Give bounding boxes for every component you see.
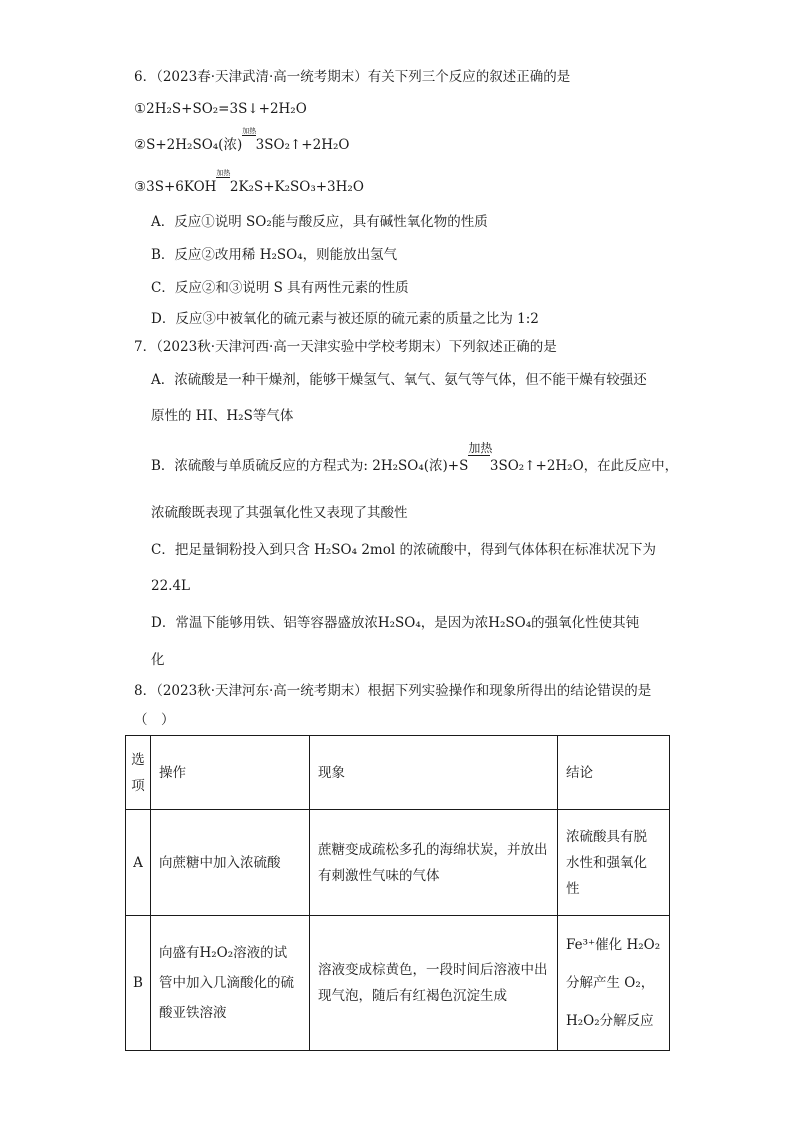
header-operation: 操作: [151, 736, 310, 810]
reaction-3: [134, 169, 364, 196]
reaction-reactants: S+2H₂SO₄(浓): [146, 137, 243, 153]
reaction-arrow: [216, 169, 231, 196]
row-option: A: [126, 810, 151, 916]
reaction-label: ③: [134, 179, 147, 195]
header-phenomenon: 现象: [310, 736, 558, 810]
question-number: 6: [134, 69, 143, 85]
reaction-reactants: 3S+6KOH: [146, 179, 217, 195]
question-text: ．（2023春·天津武清·高一统考期末）有关下列三个反应的叙述正确的是: [142, 69, 571, 85]
option-7b-line1: [151, 441, 679, 475]
option-6d: D．反应③中被氧化的硫元素与被还原的硫元素的质量之比为 1:2: [151, 311, 539, 327]
table-header-row: [126, 736, 670, 810]
question-number: 7: [134, 339, 143, 355]
row-operation: 向蔗糖中加入浓硫酸: [151, 810, 310, 916]
row-phenomenon: 蔗糖变成疏松多孔的海绵状炭，并放出 有刺激性气味的气体: [310, 810, 558, 916]
reaction-products: 3SO₂↑+2H₂O: [255, 137, 350, 153]
reaction-label: ①: [134, 101, 147, 117]
row-operation: 向盛有H₂O₂溶液的试 管中加入几滴酸化的硫 酸亚铁溶液: [151, 916, 310, 1051]
experiment-table: [125, 735, 670, 1051]
question-text: ．（2023秋·天津河西·高一天津实验中学校考期末）下列叙述正确的是: [142, 339, 557, 355]
answer-blank: （ ）: [134, 712, 175, 728]
row-conclusion: 浓硫酸具有脱 水性和强氧化 性: [558, 810, 670, 916]
reaction-1: [134, 100, 307, 118]
reaction-condition: 加热: [242, 127, 257, 135]
option-text: 3SO₂↑+2H₂O，在此反应中，: [489, 458, 679, 474]
question-8-stem: [134, 682, 651, 700]
reaction-arrow: [468, 441, 493, 475]
option-7c-line1: C．把足量铜粉投入到只含 H₂SO₄ 2mol 的浓硫酸中，得到气体体积在标准状况下为: [151, 542, 656, 558]
row-option: B: [126, 916, 151, 1051]
question-7-stem: [134, 338, 557, 356]
option-6c: C．反应②和③说明 S 具有两性元素的性质: [151, 280, 409, 296]
option-7d-line1: D．常温下能够用铁、铝等容器盛放浓H₂SO₄，是因为浓H₂SO₄的强氧化性使其钝: [151, 615, 640, 631]
option-7c-line2: 22.4L: [151, 578, 191, 594]
reaction-products: 2K₂S+K₂SO₃+3H₂O: [229, 179, 364, 195]
table-row: [126, 810, 670, 916]
question-number: 8: [134, 683, 143, 699]
option-6a: A．反应①说明 SO₂能与酸反应，具有碱性氧化物的性质: [151, 214, 488, 230]
reaction-arrow: [242, 127, 257, 154]
reaction-label: ②: [134, 137, 147, 153]
header-conclusion: 结论: [558, 736, 670, 810]
option-text: B．浓硫酸与单质硫反应的方程式为: 2H₂SO₄(浓)+S: [151, 458, 469, 474]
option-7a-line2: 原性的 HI、H₂S等气体: [151, 408, 294, 424]
option-7d-line2: 化: [151, 652, 165, 668]
table-row: [126, 916, 670, 1051]
reaction-condition: 加热: [216, 169, 231, 177]
row-conclusion: Fe³⁺催化 H₂O₂ 分解产生 O₂， H₂O₂分解反应: [558, 916, 670, 1051]
reaction-condition: 加热: [468, 441, 493, 455]
reaction-equation: 2H₂S+SO₂=3S↓+2H₂O: [146, 101, 307, 117]
option-6b: B．反应②改用稀 H₂SO₄，则能放出氢气: [151, 247, 398, 263]
question-6-stem: [134, 68, 570, 86]
reaction-2: [134, 127, 350, 154]
question-text: ．（2023秋·天津河东·高一统考期末）根据下列实验操作和现象所得出的结论错误的是: [142, 683, 652, 699]
option-7b-line2: 浓硫酸既表现了其强氧化性又表现了其酸性: [151, 505, 408, 521]
row-phenomenon: 溶液变成棕黄色，一段时间后溶液中出 现气泡，随后有红褐色沉淀生成: [310, 916, 558, 1051]
option-7a-line1: A．浓硫酸是一种干燥剂，能够干燥氢气、氧气、氨气等气体，但不能干燥有较强还: [151, 372, 647, 388]
header-option: 选 项: [126, 736, 151, 810]
